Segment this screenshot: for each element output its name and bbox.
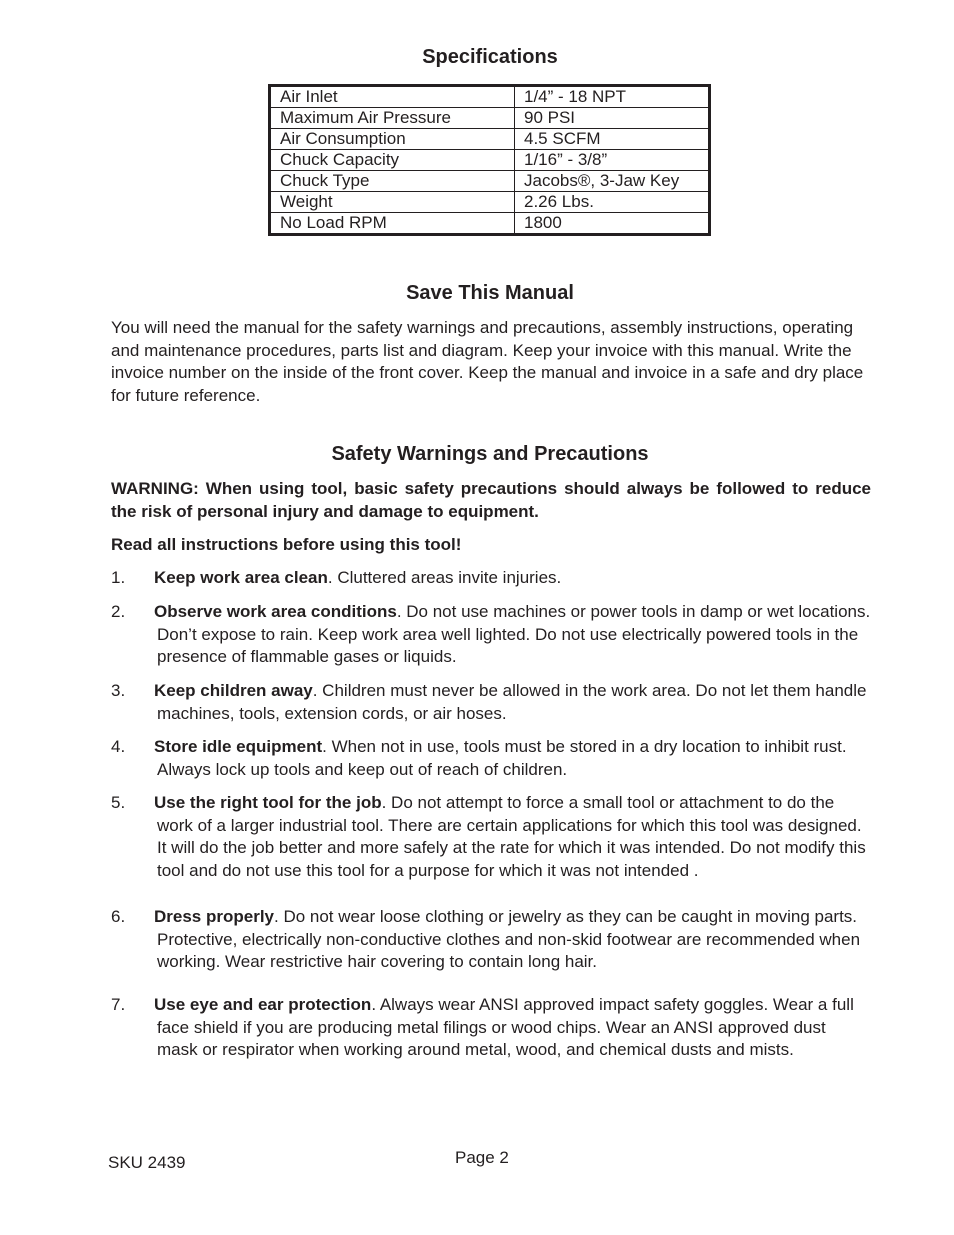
item-heading: Keep work area clean: [154, 568, 328, 587]
item-number: 7.: [111, 995, 126, 1014]
list-item: [111, 680, 871, 725]
item-heading: Store idle equipment: [154, 737, 323, 756]
table-row: [270, 108, 710, 129]
specifications-table: [268, 84, 711, 236]
spec-label: Chuck Capacity: [270, 150, 515, 171]
list-item: [111, 906, 871, 974]
read-instructions-text: Read all instructions before using this tool!: [111, 535, 462, 554]
warning-text: WARNING: When using tool, basic safety precautions should always be followed to reduce the risk of personal injury and damage to equipment.: [111, 479, 871, 521]
spec-value: Jacobs®, 3-Jaw Key: [515, 171, 710, 192]
table-row: [270, 150, 710, 171]
item-number: 6.: [111, 907, 126, 926]
save-manual-body: You will need the manual for the safety warnings and precautions, assembly instructions, operating and maintenance procedures, parts list and diagram. Keep your invoice with this manual. Write the invoice number on the inside of the front cover. Keep the manual and invoice in a safe and dry place for future reference.: [111, 318, 864, 405]
item-heading: Use eye and ear protection: [154, 995, 372, 1014]
spec-value: 90 PSI: [515, 108, 710, 129]
item-number: 1.: [111, 568, 126, 587]
table-row: [270, 192, 710, 213]
item-number: 5.: [111, 793, 126, 812]
page-number: Page 2: [455, 1148, 509, 1167]
item-heading: Dress properly: [154, 907, 274, 926]
spec-label: Chuck Type: [270, 171, 515, 192]
save-manual-heading: Save This Manual: [406, 282, 574, 304]
item-heading: Observe work area conditions: [154, 602, 397, 621]
spec-label: Air Inlet: [270, 86, 515, 108]
spec-value: 4.5 SCFM: [515, 129, 710, 150]
spec-label: Weight: [270, 192, 515, 213]
item-heading: Use the right tool for the job: [154, 793, 382, 812]
spec-value: 1/16” - 3/8”: [515, 150, 710, 171]
item-text: . Do not wear loose clothing or jewelry as they can be caught in moving parts. Protective, electrically non-conductive clothes and non-skid footwear are recommended when working. Wear restrictive hair covering to contain long hair.: [157, 907, 861, 971]
safety-heading: Safety Warnings and Precautions: [331, 443, 649, 465]
item-text: . Do not attempt to force a small tool or attachment to do the work of a larger industrial tool. There are certain applications for which this tool was designed. It will do the job better and more safely at the rate for which it was intended. Do not modify this tool and do not use this tool for a purpose for which it was not intended .: [157, 793, 866, 880]
item-number: 4.: [111, 737, 126, 756]
item-text: . Always wear ANSI approved impact safety goggles. Wear a full face shield if you are producing metal filings or wood chips. Wear an ANSI approved dust mask or respirator when working around metal, wood, and chemical dusts and mists.: [157, 995, 854, 1059]
list-item: [111, 736, 871, 781]
list-item: [111, 601, 871, 669]
item-text: . Children must never be allowed in the work area. Do not let them handle machines, tools, extension cords, or air hoses.: [157, 681, 867, 723]
specifications-heading: Specifications: [422, 46, 558, 68]
spec-label: No Load RPM: [270, 213, 515, 235]
spec-value: 1/4” - 18 NPT: [515, 86, 710, 108]
spec-value: 2.26 Lbs.: [515, 192, 710, 213]
item-heading: Keep children away: [154, 681, 313, 700]
table-row: [270, 171, 710, 192]
list-item: [111, 994, 871, 1062]
table-row: [270, 86, 710, 108]
item-text: . Do not use machines or power tools in damp or wet locations. Don’t expose to rain. Keep work area well lighted. Do not use electrically powered tools in the presence of flammable gases or liquids.: [157, 602, 871, 666]
item-number: 2.: [111, 602, 126, 621]
spec-value: 1800: [515, 213, 710, 235]
list-item: [111, 792, 871, 882]
item-text: . When not in use, tools must be stored in a dry location to inhibit rust. Always lock up tools and keep out of reach of children.: [157, 737, 847, 779]
item-text: . Cluttered areas invite injuries.: [327, 568, 562, 587]
list-item: [111, 567, 871, 590]
item-number: 3.: [111, 681, 126, 700]
table-row: [270, 213, 710, 235]
spec-label: Air Consumption: [270, 129, 515, 150]
sku-label: SKU 2439: [108, 1153, 186, 1172]
table-row: [270, 129, 710, 150]
spec-label: Maximum Air Pressure: [270, 108, 515, 129]
